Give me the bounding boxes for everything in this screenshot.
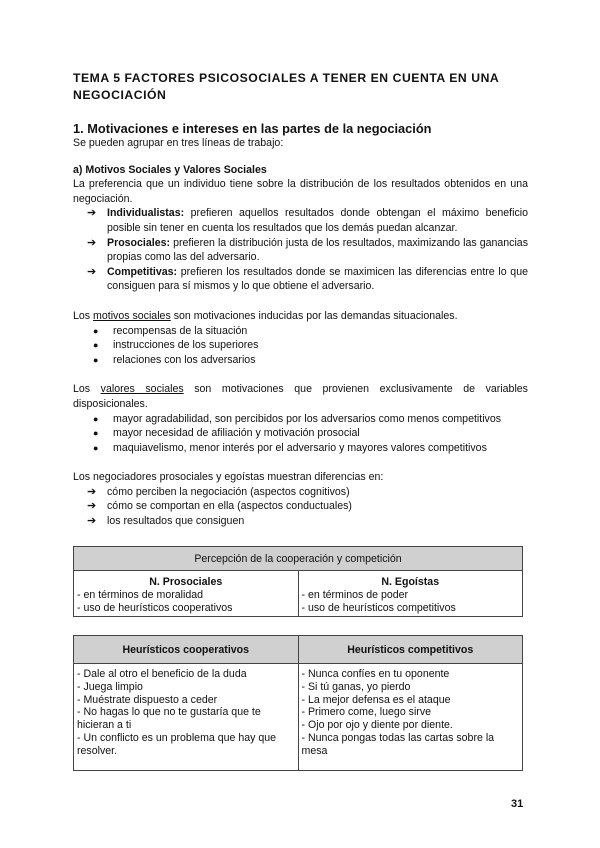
page-content [73, 70, 528, 529]
list-item: ➔ Competitivas: prefieren los resultados donde se maximicen las diferencias entre lo que consiguen para sí mismos y lo que obtiene el adversario. [87, 265, 528, 293]
list-item: ➔ cómo se comportan en ella (aspectos conductuales) [87, 500, 352, 513]
list-item: ● instrucciones de los superiores [93, 339, 259, 352]
arrow-icon: ➔ [87, 236, 97, 249]
valores-paragraph: Los valores sociales son motivaciones que provienen exclusivamente de variables disposicionales. [73, 383, 528, 410]
list-item: ● mayor agradabilidad, son percibidos por los adversarios como menos competitivos [93, 412, 502, 425]
list-item: ➔ cómo perciben la negociación (aspectos cognitivos) [87, 485, 350, 498]
arrow-icon: ➔ [87, 515, 97, 528]
arrow-icon: ➔ [87, 207, 97, 220]
motivos-paragraph: Los motivos sociales son motivaciones inducidas por las demandas situacionales. [73, 309, 458, 322]
column-title: N. Prosociales [149, 576, 223, 588]
arrow-icon: ➔ [87, 500, 97, 513]
page-title: TEMA 5 FACTORES PSICOSOCIALES A TENER EN CUENTA EN UNA NEGOCIACIÓN [73, 71, 499, 102]
diferencias-intro: Los negociadores prosociales y egoístas muestran diferencias en: [73, 471, 384, 484]
subsection-paragraph: La preferencia que un individuo tiene sobre la distribución de los resultados obtenidos en una negociación. [73, 178, 528, 205]
bullet-icon: ● [93, 442, 99, 453]
bullet-icon: ● [93, 354, 99, 365]
arrow-icon: ➔ [87, 265, 97, 278]
perception-table [73, 546, 523, 617]
heuristics-table [73, 635, 523, 771]
bullet-icon: ● [93, 325, 99, 336]
list-item: ● recompensas de la situación [93, 324, 248, 337]
table-cell: N. Prosociales - en términos de moralidad - uso de heurísticos cooperativos [74, 571, 299, 617]
table-cell: - Dale al otro el beneficio de la duda - Juega limpio - Muéstrate dispuesto a ceder - No hagas lo que no te gustaría que te hicieran a ti - Un conflicto es un problema que hay que resolver. [74, 664, 299, 771]
diferencias-list [73, 485, 528, 529]
table-cell: N. Egoístas - en términos de poder - uso de heurísticos competitivos [298, 571, 523, 617]
section-heading: 1. Motivaciones e intereses en las partes de la negociación [73, 121, 432, 136]
bullet-icon: ● [93, 413, 99, 424]
arrow-icon: ➔ [87, 485, 97, 498]
list-item: ● relaciones con los adversarios [93, 353, 256, 366]
page-number: 31 [511, 798, 524, 810]
valores-list [73, 412, 528, 456]
list-item: ➔ los resultados que consiguen [87, 515, 245, 528]
list-item: ● maquiavelismo, menor interés por el adversario y mayores valores competitivos [93, 441, 487, 454]
table-cell: - Nunca confíes en tu oponente - Si tú ganas, yo pierdo - La mejor defensa es el ataque - Primero come, luego sirve - Ojo por ojo y diente por diente. - Nunca pongas todas las cartas sobre la mesa [298, 664, 523, 771]
subsection-heading: a) Motivos Sociales y Valores Sociales [73, 163, 267, 176]
list-item: ➔ Prosociales: prefieren la distribución justa de los resultados, maximizando las ganancias propias como las del adversario. [87, 236, 528, 264]
motivos-list [73, 324, 528, 368]
column-title: N. Egoístas [381, 576, 440, 588]
list-item: ➔ Individualistas: prefieren aquellos resultados donde obtengan el máximo beneficio posible sin tener en cuenta los resultados que los demás puedan alcanzar. [87, 207, 528, 234]
bullet-icon: ● [93, 340, 99, 351]
section-intro: Se pueden agrupar en tres líneas de trabajo: [73, 137, 284, 149]
list-item: ● mayor necesidad de afiliación y motivación prosocial [93, 427, 360, 440]
orientation-list [73, 206, 528, 294]
column-header: Heurísticos competitivos [298, 636, 523, 664]
table-header: Percepción de la cooperación y competición [74, 547, 523, 571]
bullet-icon: ● [93, 428, 99, 439]
column-header: Heurísticos cooperativos [74, 636, 299, 664]
